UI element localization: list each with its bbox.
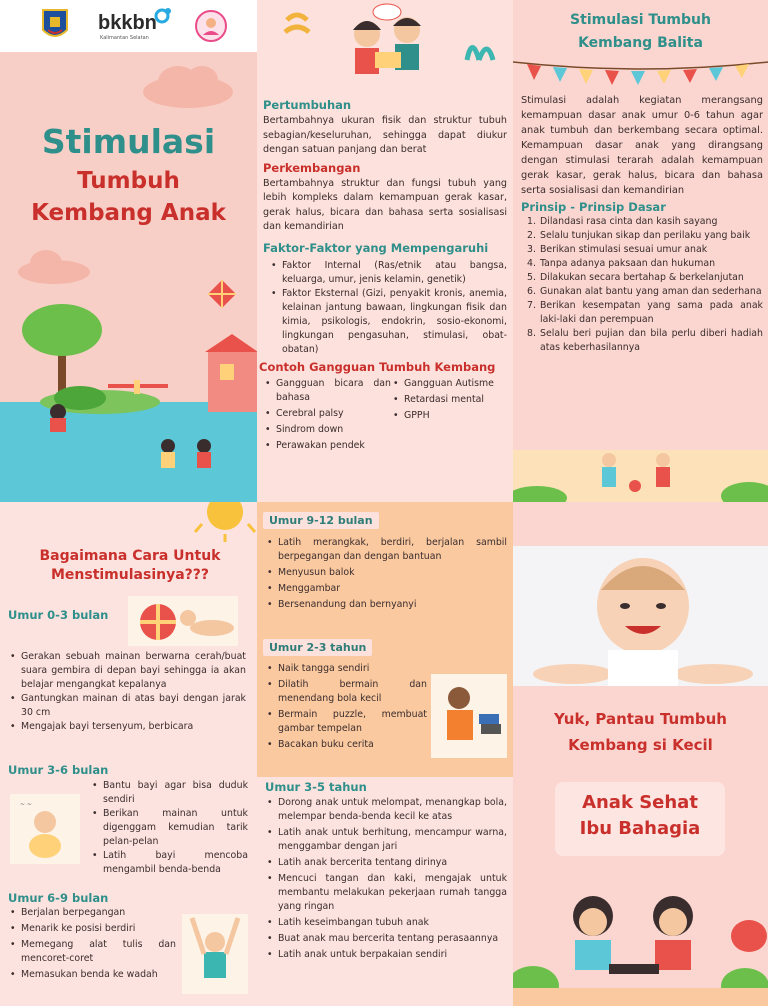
prinsip-heading: Prinsip - Prinsip Dasar xyxy=(521,200,666,214)
list-item: • Mencuci tangan dan kaki, mengajak untuk membantu melakukan pekerjaan rumah tangga yang ringan xyxy=(265,872,507,914)
list-item: 6. Gunakan alat bantu yang aman dan sederhana xyxy=(527,286,762,297)
age-3-5-heading: Umur 3-5 tahun xyxy=(265,780,367,794)
stimulasi-intro: Stimulasi adalah kegiatan merangsang kemampuan dasar anak umur 0-6 tahun agar anak tumbuh dan berkembang secara optimal. Kemampuan dasar anak yang dirangsang dengan stimulasi terarah adalah kemampuan gerak kasar, gerak halus, bicara dan bahasa serta sosialisasi dan kemandirian xyxy=(521,95,763,196)
list-item: • Memasukan benda ke wadah xyxy=(8,968,176,982)
list-item: 3. Berikan stimulasi sesuai umur anak xyxy=(527,244,708,255)
org-sub: Kalimantan Selatan xyxy=(100,35,149,41)
kids-playing-illustration xyxy=(513,450,768,502)
list-item: • Menyusun balok xyxy=(265,566,507,580)
list-item: • Bermain puzzle, membuat gambar tempelan xyxy=(265,708,427,736)
age-9-12-heading: Umur 9-12 bulan xyxy=(263,512,379,529)
list-item: • Gangguan bicara dan bahasa xyxy=(263,377,391,405)
stimulation-panel-1 xyxy=(0,502,257,1006)
stimulation-panel-2 xyxy=(257,502,513,1006)
age-3-5-list xyxy=(265,796,507,962)
baby-photo xyxy=(513,546,768,686)
list-item: 2. Selalu tunjukan sikap dan perilaku yang baik xyxy=(527,230,751,241)
list-item: • Latih merangkak, berdiri, berjalan sambil berpegangan dan dengan bantuan xyxy=(265,536,507,564)
list-item: • Latih bayi mencoba mengambil benda-benda xyxy=(90,849,248,877)
list-item: • Naik tangga sendiri xyxy=(265,662,427,676)
panel3-title-1: Stimulasi Tumbuh xyxy=(570,12,711,28)
list-item: 1. Dilandasi rasa cinta dan kasih sayang xyxy=(527,216,718,227)
list-item: • Retardasi mental xyxy=(391,393,507,407)
list-item: • Memegang alat tulis dan mencoret-coret xyxy=(8,938,176,966)
pertumbuhan-text: Bertambahnya ukuran fisik dan struktur tubuh sebagian/keseluruhan, sehingga dapat diukur dengan satuan panjang dan berat xyxy=(263,115,507,155)
kids-tablet-illustration xyxy=(513,876,768,1006)
cover-title-2: Tumbuh xyxy=(77,168,180,194)
list-item: • Cerebral palsy xyxy=(263,407,391,421)
list-item: • Buat anak mau bercerita tentang perasaannya xyxy=(265,932,507,946)
org-name: bkkbn xyxy=(98,12,157,34)
age-9-12-list xyxy=(265,536,507,612)
genre-badge-icon xyxy=(194,9,228,43)
cover-title-3: Kembang Anak xyxy=(31,200,226,226)
age-0-3-list xyxy=(8,650,246,734)
principles-panel xyxy=(513,0,768,502)
list-item: • Menarik ke posisi berdiri xyxy=(8,922,176,936)
svg-text:~ ~: ~ ~ xyxy=(20,801,32,808)
list-item: • Bacakan buku cerita xyxy=(265,738,427,752)
motto-line-1: Anak Sehat xyxy=(582,792,698,813)
motto-line-2: Ibu Bahagia xyxy=(579,818,701,839)
list-item: • Faktor Eksternal (Gizi, penyakit kronis, anemia, kelainan jantung bawaan, lingkungan fisik dan kimia, psikologis, endokrin, sosio-ekonomi, lingkungan pengasuhan, stimulasi, obat-obatan) xyxy=(269,287,507,357)
slogan-line-1: Yuk, Pantau Tumbuh xyxy=(554,710,727,728)
bkkbn-swirl-icon xyxy=(152,6,172,26)
bunting-flags-icon xyxy=(513,56,768,86)
list-item: 7. Berikan kesempatan yang sama pada anak laki-laki dan perempuan xyxy=(527,300,763,325)
playground-illustration xyxy=(0,302,257,502)
list-item: • Gerakan sebuah mainan berwarna cerah/buat suara gembira di depan bayi sehingga ia akan belajar mengangkat kepalanya xyxy=(8,650,246,692)
province-crest-icon xyxy=(40,8,70,44)
list-item: • GPPH xyxy=(391,409,507,423)
list-item: 4. Tanpa adanya paksaan dan hukuman xyxy=(527,258,716,269)
pertumbuhan-heading: Pertumbuhan xyxy=(263,98,352,112)
cover-title-1: Stimulasi xyxy=(41,122,216,161)
list-item: 5. Dilakukan secara bertahap & berkelanjutan xyxy=(527,272,744,283)
gangguan-list-right xyxy=(391,377,507,453)
age-2-3-heading: Umur 2-3 tahun xyxy=(263,639,372,656)
list-item: • Berjalan berpegangan xyxy=(8,906,176,920)
list-item: 8. Selalu beri pujian dan bila perlu diberi hadiah atas keberhasilannya xyxy=(527,328,763,353)
closing-panel xyxy=(513,502,768,1006)
age-6-9-list xyxy=(8,906,176,982)
list-item: • Gantungkan mainan di atas bayi dengan jarak 30 cm xyxy=(8,692,246,720)
list-item: • Menggambar xyxy=(265,582,507,596)
faktor-list xyxy=(263,259,507,357)
list-item: • Gangguan Autisme xyxy=(391,377,507,391)
list-item: • Dilatih bermain dan menendang bola kecil xyxy=(265,678,427,706)
gangguan-heading: Contoh Gangguan Tumbuh Kembang xyxy=(259,359,496,374)
perkembangan-heading: Perkembangan xyxy=(263,160,361,175)
perkembangan-text: Bertambahnya struktur dan fungsi tubuh yang lebih kompleks dalam kemampuan gerak kasar, gerak halus, bicara dan bahasa serta sosialisasi dan kemandirian xyxy=(263,177,507,232)
gangguan-list-left xyxy=(263,377,391,453)
list-item: • Latih anak bercerita tentang dirinya xyxy=(265,856,507,870)
panel3-title-2: Kembang Balita xyxy=(578,35,703,51)
cloud-icon xyxy=(138,60,238,110)
age-6-9-heading: Umur 6-9 bulan xyxy=(8,891,109,905)
list-item: • Latih anak untuk berpakaian sendiri xyxy=(265,948,507,962)
list-item: • Faktor Internal (Ras/etnik atau bangsa, keluarga, umur, jenis kelamin, genetik) xyxy=(269,259,507,287)
age-3-6-heading: Umur 3-6 bulan xyxy=(8,763,109,777)
baby-walking-illustration xyxy=(182,914,248,994)
list-item: • Berikan mainan untuk digenggam kemudian tarik pelan-pelan xyxy=(90,807,248,849)
age-3-6-list xyxy=(90,779,248,877)
baby-ball-illustration xyxy=(128,596,238,646)
toddler-blocks-illustration xyxy=(431,674,507,758)
sun-icon xyxy=(190,502,257,542)
list-item: • Sindrom down xyxy=(263,423,391,437)
list-item: • Mengajak bayi tersenyum, berbicara xyxy=(8,720,246,734)
cloud-small-icon xyxy=(14,246,94,286)
definitions-panel xyxy=(257,0,513,502)
list-item: • Perawakan pendek xyxy=(263,439,391,453)
list-item: • Latih anak untuk berhitung, mencampur warna, menggambar dengan jari xyxy=(265,826,507,854)
age-2-3-list xyxy=(265,662,427,752)
list-item: • Bersenandung dan bernyanyi xyxy=(265,598,507,612)
prinsip-list xyxy=(521,215,763,355)
faktor-heading: Faktor-Faktor yang Mempengaruhi xyxy=(263,240,489,255)
list-item: • Bantu bayi agar bisa duduk sendiri xyxy=(90,779,248,807)
list-item: • Dorong anak untuk melompat, menangkap bola, melempar benda-benda kecil ke atas xyxy=(265,796,507,824)
cover-panel xyxy=(0,0,257,502)
logo-bar xyxy=(0,0,257,52)
slogan-line-2: Kembang si Kecil xyxy=(568,736,713,754)
stimulation-heading: Bagaimana Cara Untuk Menstimulasinya??? xyxy=(39,548,221,583)
list-item: • Latih keseimbangan tubuh anak xyxy=(265,916,507,930)
baby-sitting-illustration xyxy=(10,794,80,864)
gangguan-columns xyxy=(263,377,507,453)
kids-header-illustration xyxy=(257,0,513,90)
motto-box xyxy=(555,782,725,856)
age-0-3-heading: Umur 0-3 bulan xyxy=(8,608,109,622)
